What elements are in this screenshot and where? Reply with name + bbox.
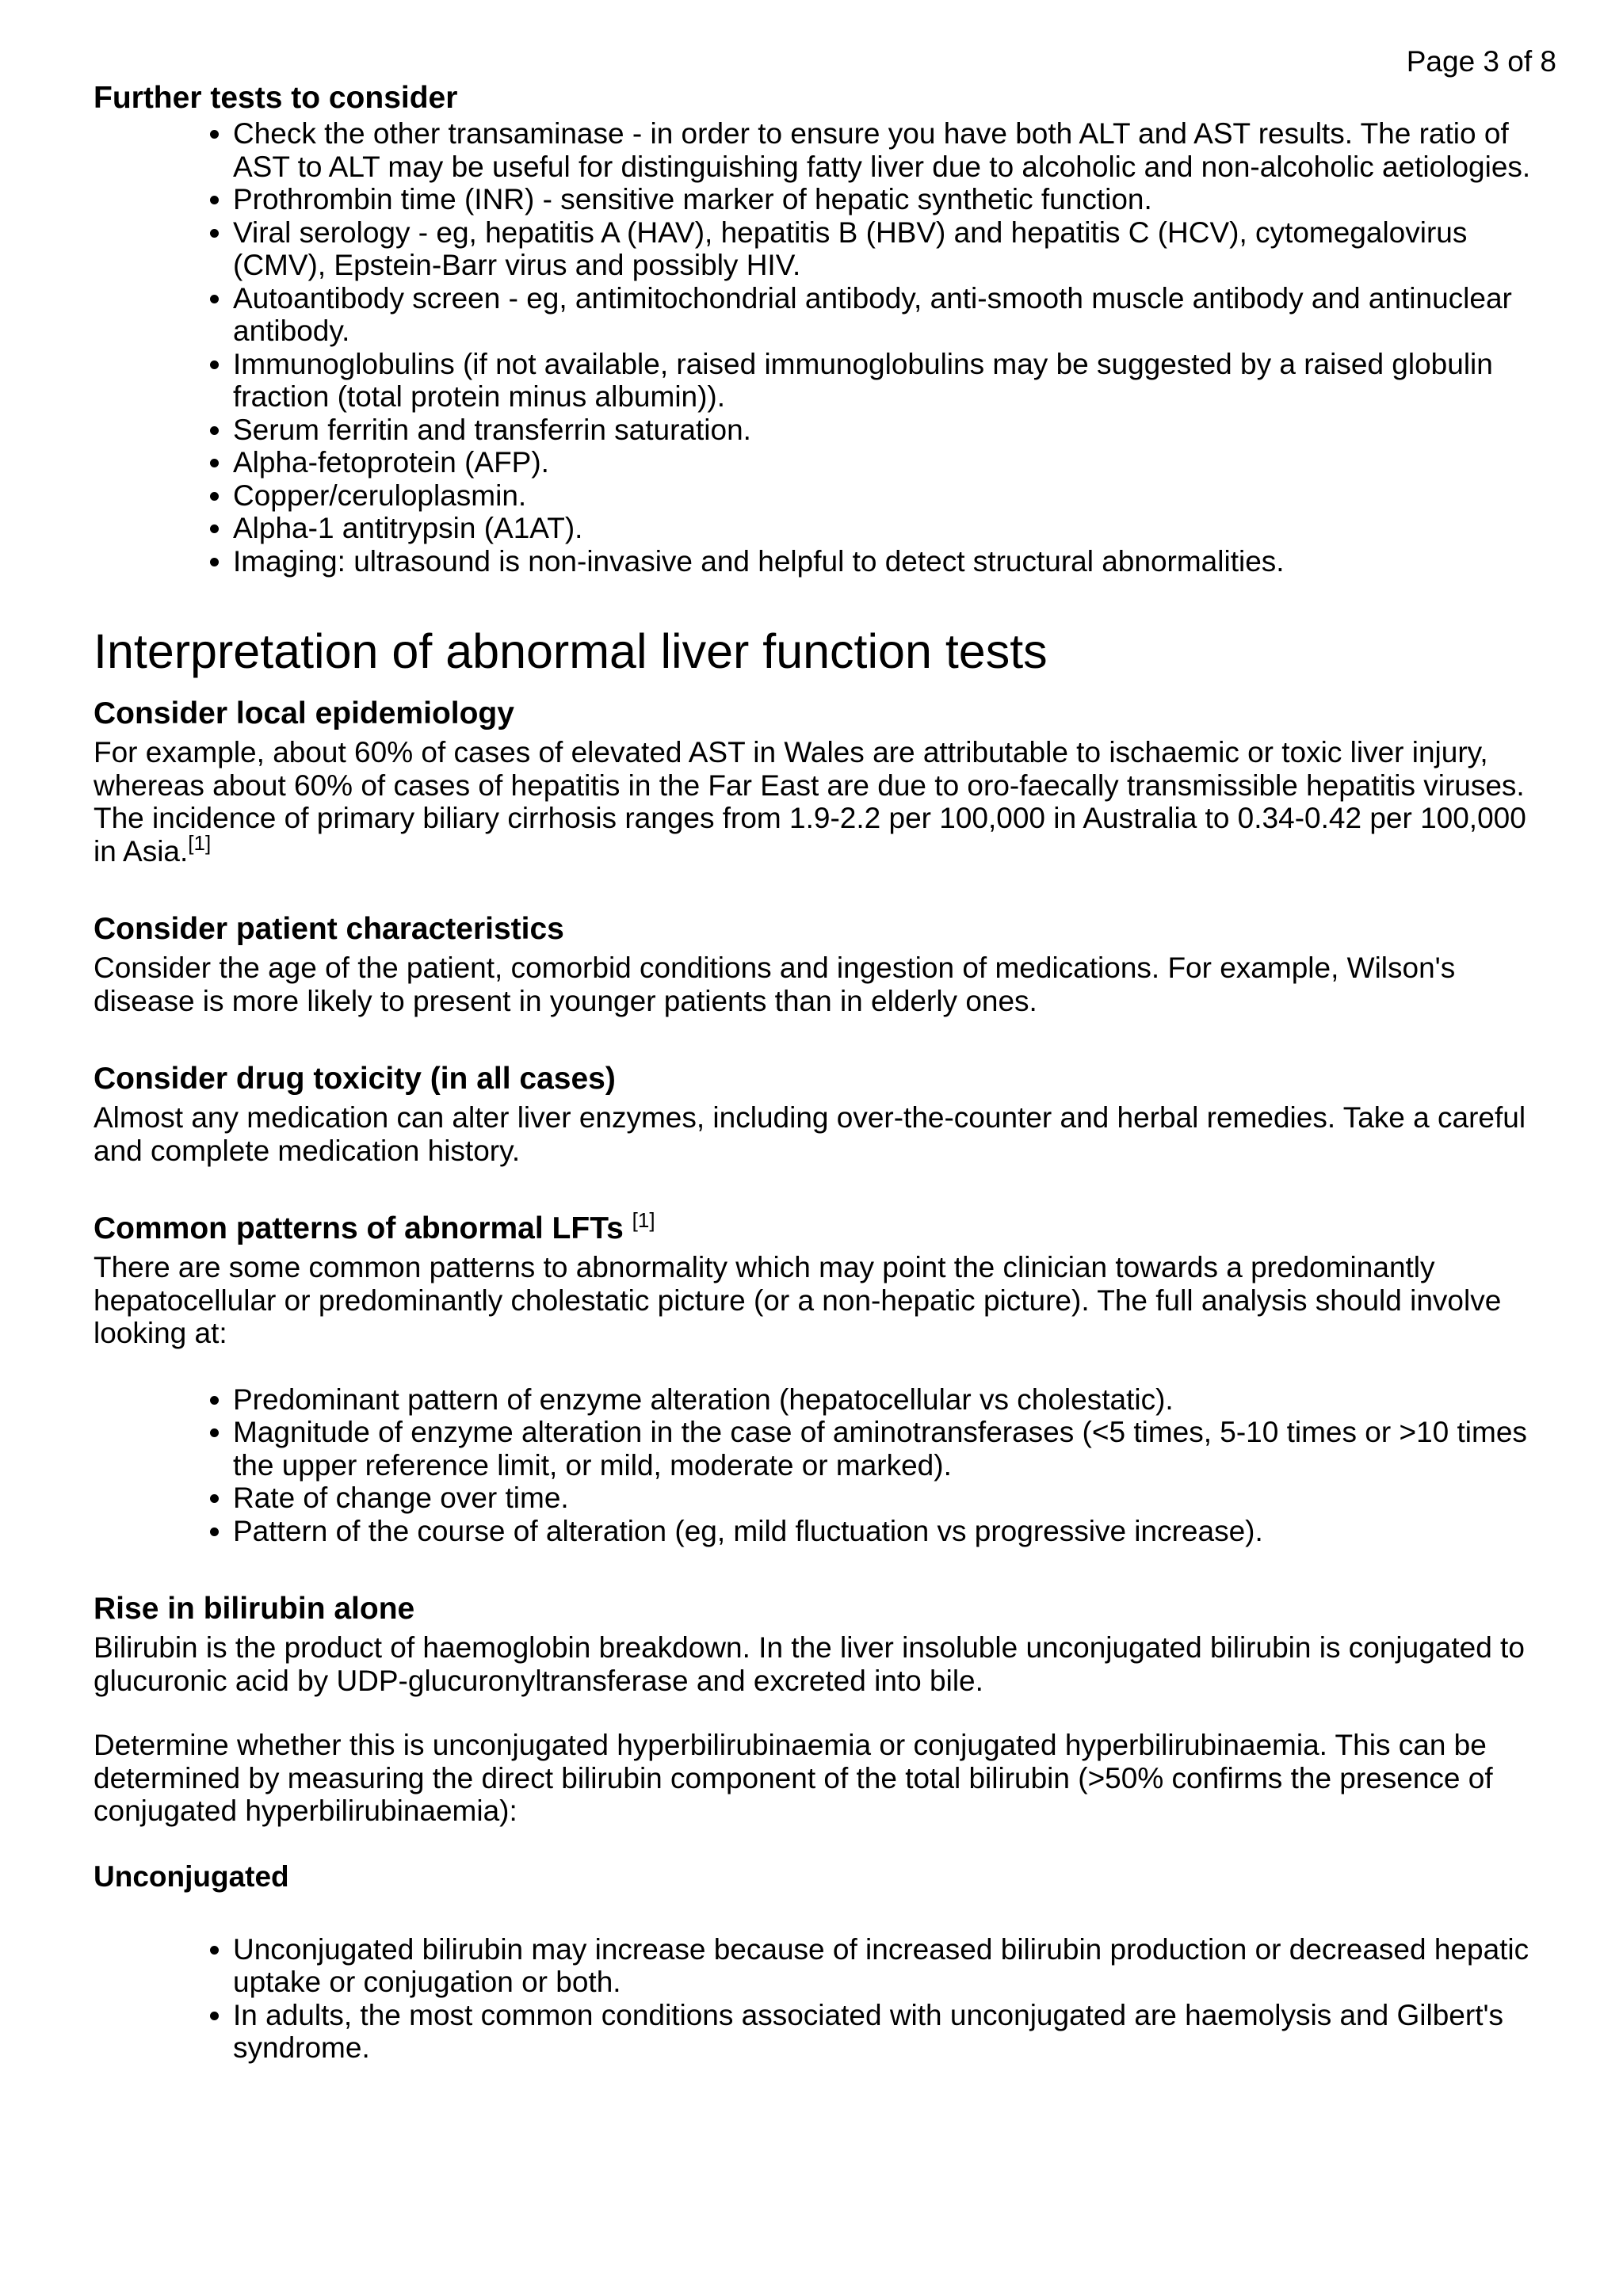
bilirubin-paragraph-1: Bilirubin is the product of haemoglobin breakdown. In the liver insoluble unconjugated bilirubin is conjugated to glucuronic acid by UDP-glucuronyltransferase and excreted into bile. (94, 1631, 1525, 1697)
list-item: • Alpha-fetoprotein (AFP). (233, 446, 1552, 479)
list-item: • Predominant pattern of enzyme alteration (hepatocellular vs cholestatic). (233, 1383, 1552, 1417)
epidemiology-paragraph (94, 736, 1552, 868)
patterns-heading-text: Common patterns of abnormal LFTs (94, 1211, 624, 1245)
patterns-paragraph: There are some common patterns to abnormality which may point the clinician towards a predominantly hepatocellular or predominantly cholestatic picture (or a non-hepatic picture). The full analysis should involve looking at: (94, 1251, 1502, 1349)
unconjugated-list (94, 1933, 1552, 2065)
bilirubin-heading: Rise in bilirubin alone (94, 1592, 415, 1626)
further-tests-heading: Further tests to consider (94, 81, 458, 115)
patterns-heading (94, 1210, 1552, 1248)
unconjugated-heading: Unconjugated (94, 1859, 289, 1893)
patient-paragraph: Consider the age of the patient, comorbid conditions and ingestion of medications. For example, Wilson's disease is more likely to present in younger patients than in elderly ones. (94, 952, 1456, 1017)
list-item: • Immunoglobulins (if not available, raised immunoglobulins may be suggested by a raised globulin fraction (total protein minus albumin)). (233, 348, 1552, 414)
list-item: • Check the other transaminase - in order to ensure you have both ALT and AST results. The ratio of AST to ALT may be useful for distinguishing fatty liver due to alcoholic and non-alcoholic aetiologies. (233, 117, 1552, 183)
document-body (94, 79, 1552, 2065)
list-item: • Magnitude of enzyme alteration in the case of aminotransferases (<5 times, 5-10 times or >10 times the upper reference limit, or mild, moderate or marked). (233, 1416, 1552, 1482)
list-item: • In adults, the most common conditions associated with unconjugated are haemolysis and Gilbert's syndrome. (233, 1999, 1552, 2065)
list-item: • Rate of change over time. (233, 1482, 1552, 1515)
list-item: • Unconjugated bilirubin may increase because of increased bilirubin production or decreased hepatic uptake or conjugation or both. (233, 1933, 1552, 1999)
drug-paragraph: Almost any medication can alter liver enzymes, including over-the-counter and herbal remedies. Take a careful and complete medication history. (94, 1101, 1526, 1167)
epidemiology-text: For example, about 60% of cases of elevated AST in Wales are attributable to ischaemic or toxic liver injury, whereas about 60% of cases of hepatitis in the Far East are due to oro-faecally transmissible hepatitis viruses. The incidence of primary biliary cirrhosis ranges from 1.9-2.2 per 100,000 in Australia to 0.34-0.42 per 100,000 in Asia. (94, 736, 1526, 868)
list-item: • Imaging: ultrasound is non-invasive and helpful to detect structural abnormalities. (233, 545, 1552, 578)
reference-link[interactable]: [1] (632, 1208, 655, 1232)
list-item: • Viral serology - eg, hepatitis A (HAV), hepatitis B (HBV) and hepatitis C (HCV), cytomegalovirus (CMV), Epstein-Barr virus and possibly HIV. (233, 216, 1552, 282)
list-item: • Prothrombin time (INR) - sensitive marker of hepatic synthetic function. (233, 183, 1552, 216)
epidemiology-heading: Consider local epidemiology (94, 696, 514, 730)
reference-link[interactable]: [1] (188, 830, 212, 855)
section-title: Interpretation of abnormal liver function tests (94, 624, 1048, 678)
list-item: • Autoantibody screen - eg, antimitochondrial antibody, anti-smooth muscle antibody and antinuclear antibody. (233, 282, 1552, 348)
drug-heading: Consider drug toxicity (in all cases) (94, 1062, 616, 1096)
further-tests-list (94, 117, 1552, 578)
page-number: Page 3 of 8 (1406, 45, 1556, 78)
list-item: • Serum ferritin and transferrin saturation. (233, 414, 1552, 447)
patient-heading: Consider patient characteristics (94, 912, 564, 946)
list-item: • Alpha-1 antitrypsin (A1AT). (233, 512, 1552, 545)
bilirubin-paragraph-2: Determine whether this is unconjugated hyperbilirubinaemia or conjugated hyperbilirubinaemia. This can be determined by measuring the direct bilirubin component of the total bilirubin (>50% confirms the presence of conjugated hyperbilirubinaemia): (94, 1729, 1493, 1827)
patterns-list (94, 1383, 1552, 1548)
list-item: • Pattern of the course of alteration (eg, mild fluctuation vs progressive increase). (233, 1515, 1552, 1548)
list-item: • Copper/ceruloplasmin. (233, 479, 1552, 513)
